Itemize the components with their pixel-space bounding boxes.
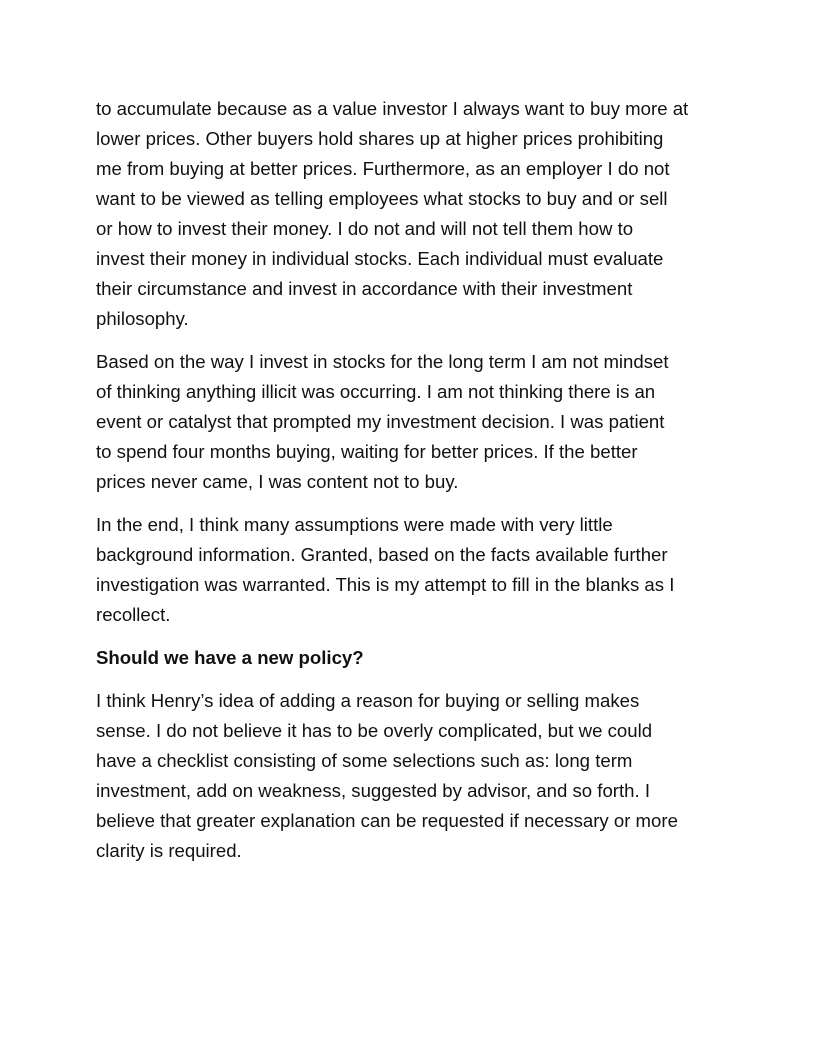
text-line: clarity is required. <box>96 840 242 861</box>
text-line: to spend four months buying, waiting for better prices. If the better <box>96 441 638 462</box>
text-line: philosophy. <box>96 308 189 329</box>
text-line: I think Henry’s idea of adding a reason for buying or selling makes <box>96 690 640 711</box>
paragraph-value-investing <box>96 94 720 334</box>
section-heading: Should we have a new policy? <box>96 647 364 668</box>
text-line: In the end, I think many assumptions were made with very little <box>96 514 613 535</box>
paragraph-long-term-mindset <box>96 347 720 497</box>
paragraph-conclusion <box>96 510 720 630</box>
text-line: event or catalyst that prompted my investment decision. I was patient <box>96 411 665 432</box>
text-line: their circumstance and invest in accordance with their investment <box>96 278 633 299</box>
text-line: lower prices. Other buyers hold shares up at higher prices prohibiting <box>96 128 664 149</box>
document-body <box>96 94 720 879</box>
paragraph-policy-proposal <box>96 686 720 866</box>
text-line: or how to invest their money. I do not and will not tell them how to <box>96 218 634 239</box>
text-line: Based on the way I invest in stocks for the long term I am not mindset <box>96 351 669 372</box>
text-line: believe that greater explanation can be requested if necessary or more <box>96 810 678 831</box>
text-line: sense. I do not believe it has to be overly complicated, but we could <box>96 720 653 741</box>
text-line: investigation was warranted. This is my attempt to fill in the blanks as I <box>96 574 675 595</box>
text-line: me from buying at better prices. Furthermore, as an employer I do not <box>96 158 670 179</box>
text-line: to accumulate because as a value investor I always want to buy more at <box>96 98 689 119</box>
text-line: invest their money in individual stocks. Each individual must evaluate <box>96 248 664 269</box>
text-line: recollect. <box>96 604 171 625</box>
text-line: of thinking anything illicit was occurring. I am not thinking there is an <box>96 381 656 402</box>
text-line: want to be viewed as telling employees what stocks to buy and or sell <box>96 188 668 209</box>
text-line: prices never came, I was content not to buy. <box>96 471 459 492</box>
text-line: investment, add on weakness, suggested by advisor, and so forth. I <box>96 780 651 801</box>
text-line: have a checklist consisting of some selections such as: long term <box>96 750 633 771</box>
text-line: background information. Granted, based on the facts available further <box>96 544 668 565</box>
